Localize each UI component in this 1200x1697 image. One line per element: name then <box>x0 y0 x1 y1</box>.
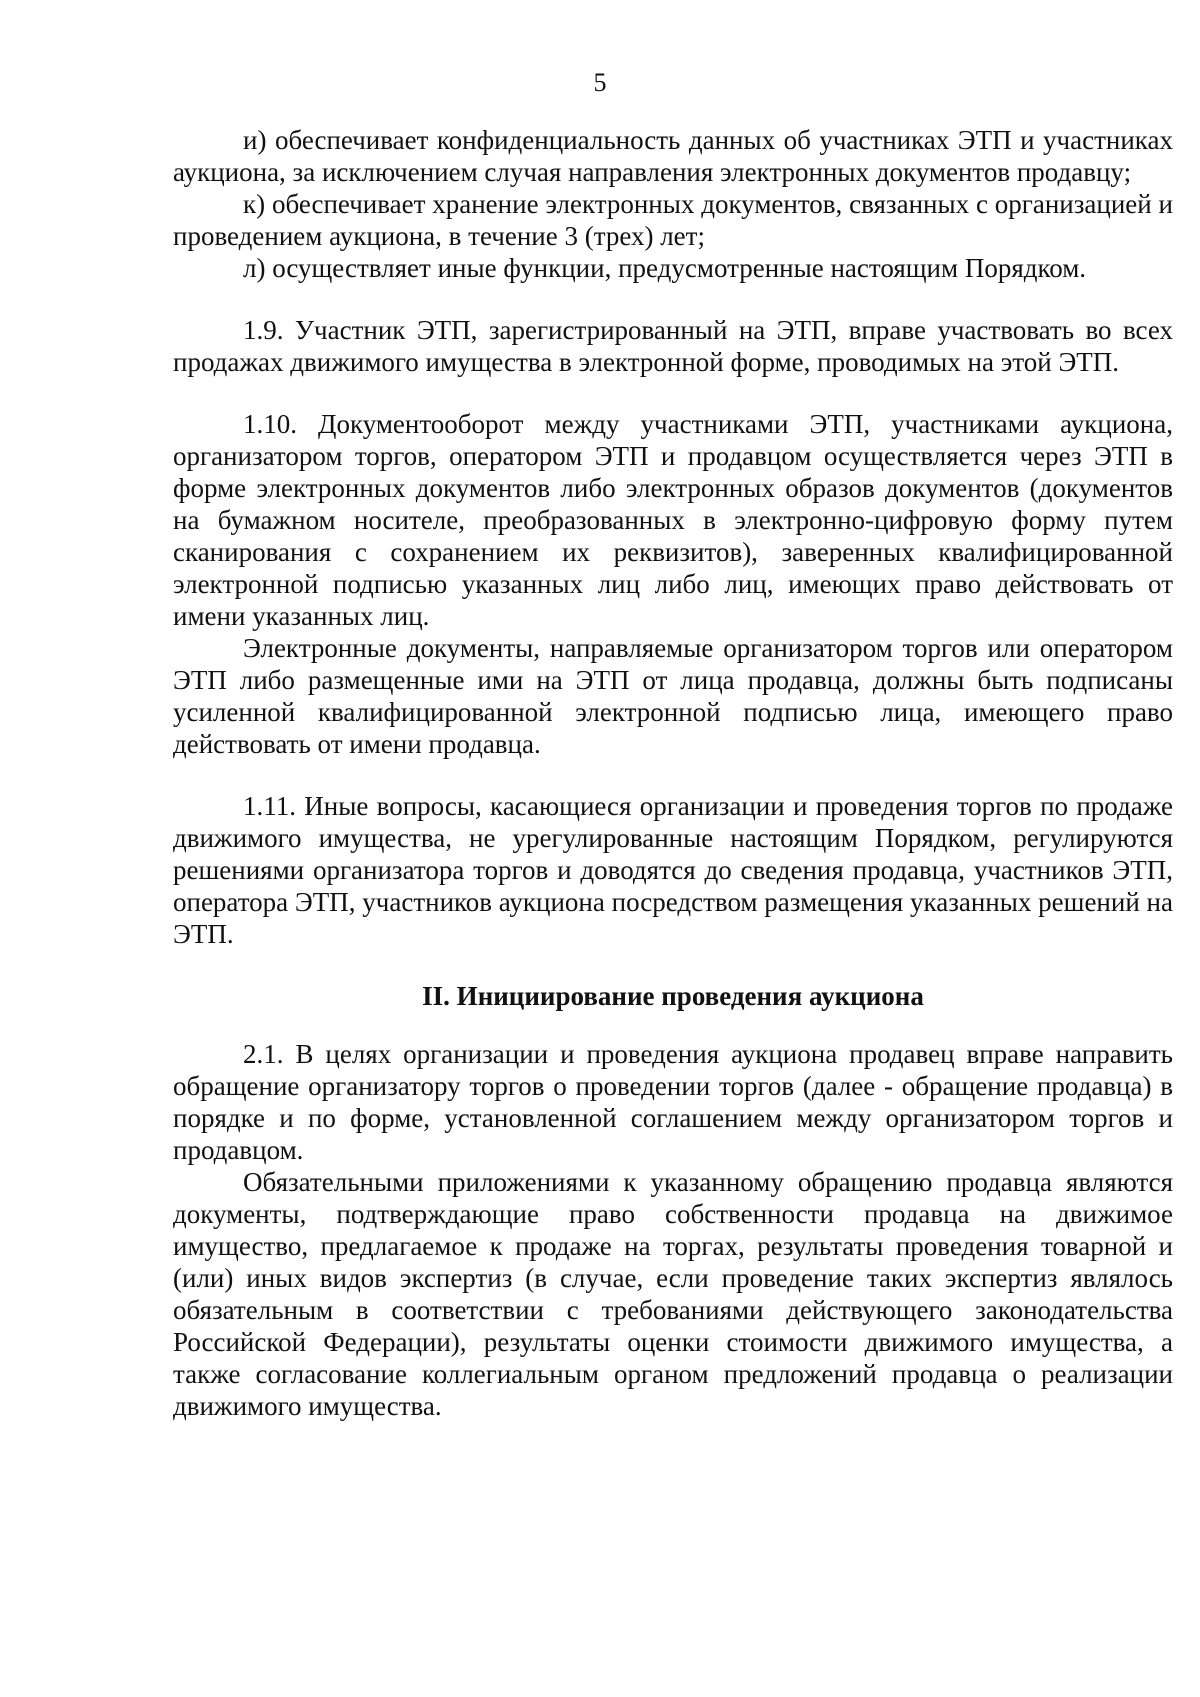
section-heading: II. Инициирование проведения аукциона <box>422 981 924 1011</box>
paragraph-item-k: к) обеспечивает хранение электронных документов, связанных с организацией и проведением аукциона, в течение 3 (трех) лет; <box>173 189 1173 251</box>
paragraph-1-10: 1.10. Документооборот между участниками ЭТП, участниками аукциона, организатором торгов, оператором ЭТП и продавцом осуществляется через ЭТП в форме электронных документов либо электронных образов документов (документов на бумажном носителе, преобразованных в электронно-цифровую форму путем сканирования с сохранением их реквизитов), заверенных квалифицированной электронной подписью указанных лиц либо лиц, имеющих право действовать от имени указанных лиц. <box>173 409 1173 631</box>
spacer <box>173 1012 1173 1038</box>
document-body <box>173 124 1173 1422</box>
spacer <box>173 950 1173 980</box>
spacer <box>173 760 1173 790</box>
page-number: 5 <box>593 68 607 97</box>
paragraph-1-10-continued: Электронные документы, направляемые организатором торгов или оператором ЭТП либо размещенные ими на ЭТП от лица продавца, должны быть подписаны усиленной квалифицированной электронной подписью лица, имеющего право действовать от имени продавца. <box>173 633 1173 759</box>
paragraph-2-1-continued: Обязательными приложениями к указанному обращению продавца являются документы, подтверждающие право собственности продавца на движимое имущество, предлагаемое к продаже на торгах, результаты проведения товарной и (или) иных видов экспертиз (в случае, если проведение таких экспертиз являлось обязательным в соответствии с требованиями действующего законодательства Российской Федерации), результаты оценки стоимости движимого имущества, а также согласование коллегиальным органом предложений продавца о реализации движимого имущества. <box>173 1167 1173 1421</box>
paragraph-item-i: и) обеспечивает конфиденциальность данных об участниках ЭТП и участниках аукциона, за исключением случая направления электронных документов продавцу; <box>173 125 1173 187</box>
paragraph-item-l: л) осуществляет иные функции, предусмотренные настоящим Порядком. <box>243 253 1087 283</box>
spacer <box>173 284 1173 314</box>
paragraph-2-1: 2.1. В целях организации и проведения аукциона продавец вправе направить обращение организатору торгов о проведении торгов (далее - обращение продавца) в порядке и по форме, установленной соглашением между организатором торгов и продавцом. <box>173 1039 1173 1165</box>
paragraph-1-11: 1.11. Иные вопросы, касающиеся организации и проведения торгов по продаже движимого имущества, не урегулированные настоящим Порядком, регулируются решениями организатора торгов и доводятся до сведения продавца, участников ЭТП, оператора ЭТП, участников аукциона посредством размещения указанных решений на ЭТП. <box>173 791 1173 949</box>
paragraph-1-9: 1.9. Участник ЭТП, зарегистрированный на ЭТП, вправе участвовать во всех продажах движимого имущества в электронной форме, проводимых на этой ЭТП. <box>173 315 1173 377</box>
spacer <box>173 378 1173 408</box>
